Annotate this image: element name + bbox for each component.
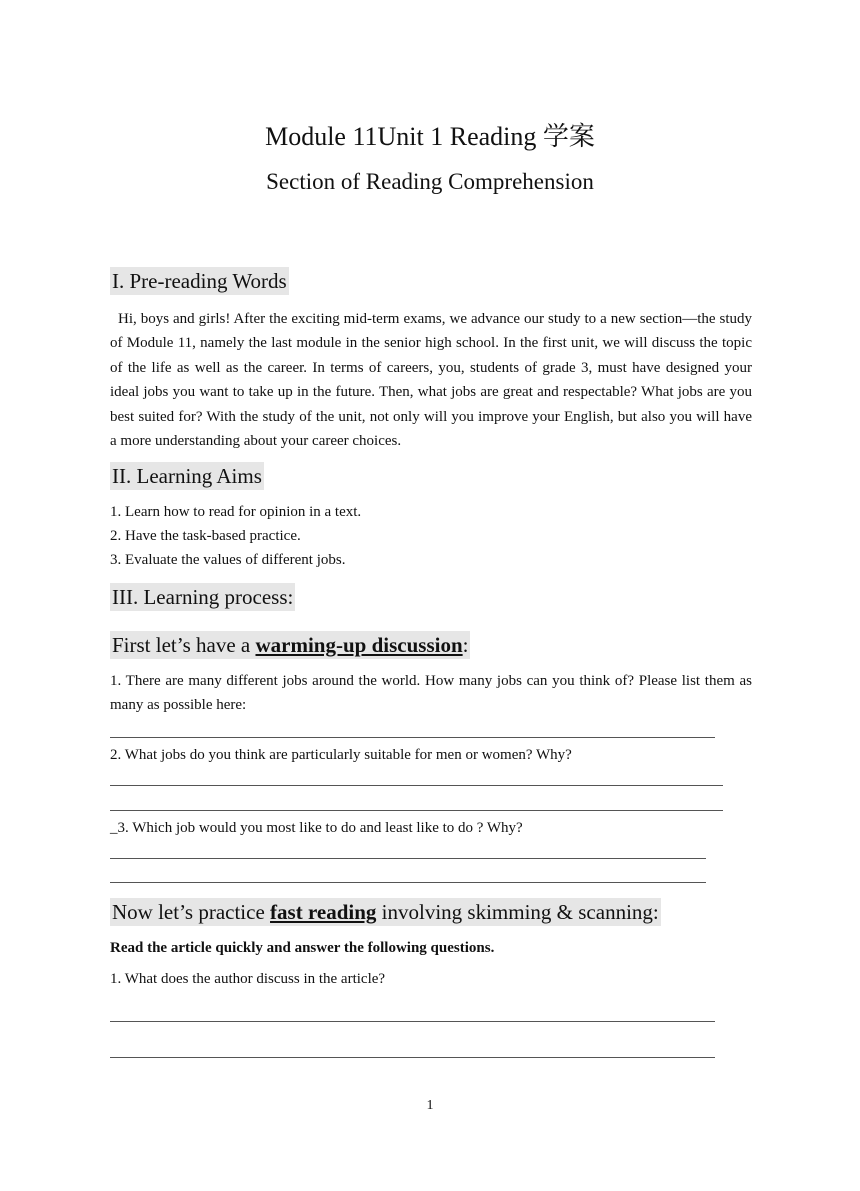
section-heading-learning-process: III. Learning process: [112, 585, 294, 609]
warmup-heading-prefix: First let’s have a [112, 633, 256, 657]
warmup-question-3: _3. Which job would you most like to do and least like to do ? Why? [110, 820, 523, 836]
warmup-heading-suffix: : [462, 633, 469, 657]
fast-reading-heading-suffix: involving skimming & scanning: [376, 900, 659, 924]
answer-line[interactable] [110, 737, 715, 738]
warmup-heading [110, 631, 470, 659]
warmup-question-2: 2. What jobs do you think are particularly suitable for men or women? Why? [110, 747, 572, 763]
page-number: 1 [426, 1098, 434, 1113]
aim-item-3: 3. Evaluate the values of different jobs. [110, 552, 346, 568]
aim-item-1: 1. Learn how to read for opinion in a text. [110, 504, 362, 520]
aim-item-2: 2. Have the task-based practice. [110, 528, 301, 544]
answer-line[interactable] [110, 1021, 715, 1022]
fast-reading-heading [110, 898, 661, 926]
warmup-question-1: 1. There are many different jobs around the world. How many jobs can you think of? Please list them as many as possible here: [110, 673, 752, 714]
answer-line[interactable] [110, 1057, 715, 1058]
answer-line[interactable] [110, 785, 723, 786]
warmup-heading-emphasis: warming-up discussion [255, 633, 463, 657]
section-heading-learning-aims: II. Learning Aims [112, 464, 262, 488]
fast-reading-question-1: 1. What does the author discuss in the article? [110, 971, 386, 987]
answer-line[interactable] [110, 882, 706, 883]
fast-reading-heading-emphasis: fast reading [270, 900, 377, 924]
section-heading-pre-reading: I. Pre-reading Words [112, 269, 287, 293]
answer-line[interactable] [110, 810, 723, 811]
fast-reading-instruction: Read the article quickly and answer the following questions. [110, 940, 495, 956]
intro-paragraph: Hi, boys and girls! After the exciting mid-term exams, we advance our study to a new section—the study of Module 11, namely the last module in the senior high school. In the first unit, we will discuss the topic of the life as well as the career. In terms of careers, you, students of grade 3, must have designed your ideal jobs you want to take up in the future. Then, what jobs are great and respectable? What jobs are you best suited for? With the study of the unit, not only will you improve your English, but also you will have a more understanding about your career choices. [110, 311, 752, 450]
answer-line[interactable] [110, 858, 706, 859]
fast-reading-heading-prefix: Now let’s practice [112, 900, 271, 924]
document-title: Module 11Unit 1 Reading 学案 [265, 122, 595, 151]
document-subtitle: Section of Reading Comprehension [266, 169, 594, 194]
